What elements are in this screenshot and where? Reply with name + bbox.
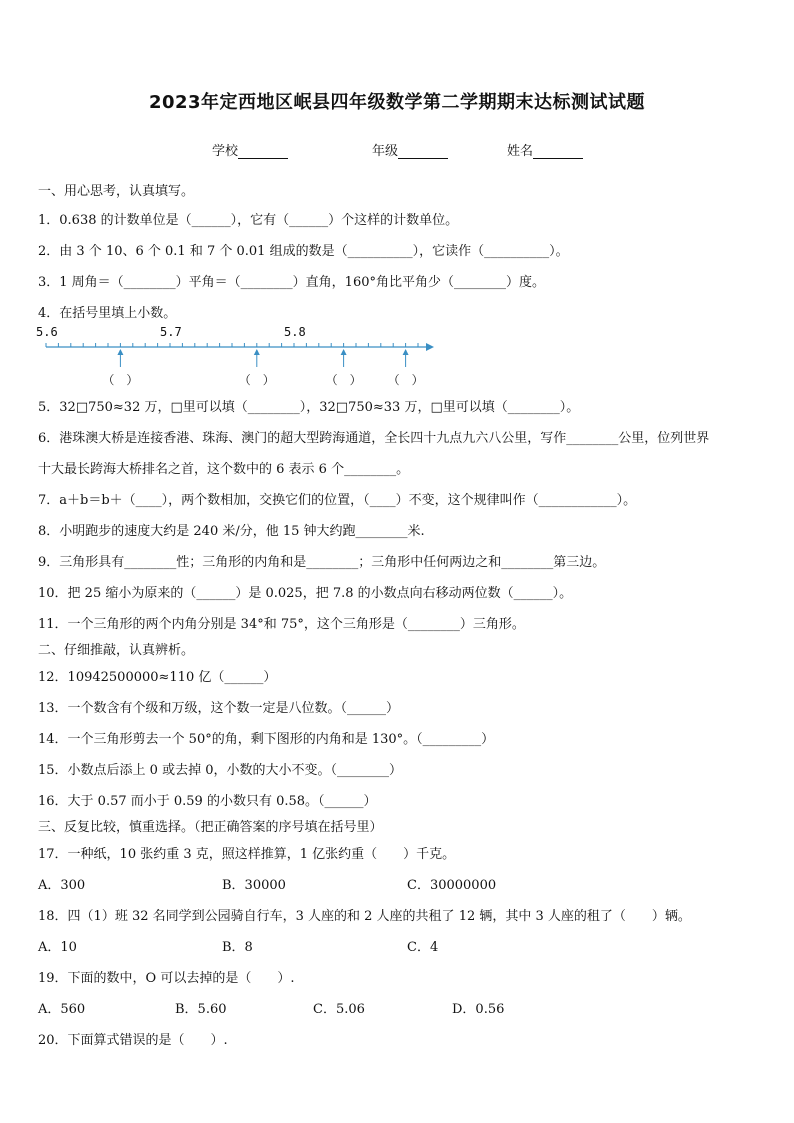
pointer-arrow (254, 349, 260, 367)
question-11: 11．一个三角形的两个内角分别是 34°和 75°，这个三角形是（________）三角形。 (38, 617, 525, 632)
option-19-a[interactable]: A．560 (38, 1002, 86, 1017)
option-17-b[interactable]: B．30000 (222, 878, 286, 893)
option-19-c[interactable]: C．5.06 (313, 1002, 365, 1017)
option-18-c[interactable]: C．4 (407, 940, 439, 955)
school-label: 学校 (212, 144, 239, 159)
question-9: 9．三角形具有________性；三角形的内角和是________；三角形中任何两边之和________第三边。 (38, 555, 606, 570)
question-20: 20．下面算式错误的是（ ）. (38, 1033, 228, 1048)
tick-label: 5.8 (284, 325, 306, 339)
number-line-arrows (117, 349, 408, 367)
option-18-a[interactable]: A．10 (38, 940, 77, 955)
question-18: 18．四（1）班 32 名同学到公园骑自行车，3 人座的和 2 人座的共租了 12 辆，其中 3 人座的租了（ ）辆。 (38, 909, 691, 924)
question-14: 14．一个三角形剪去一个 50°的角，剩下图形的内角和是 130°。（_________） (38, 732, 495, 747)
pointer-arrow (403, 349, 409, 367)
answer-bracket[interactable]: （ ） (102, 373, 139, 387)
tick-label: 5.6 (36, 325, 58, 339)
answer-bracket[interactable]: （ ） (325, 373, 362, 387)
answer-bracket[interactable]: （ ） (238, 373, 275, 387)
option-17-c[interactable]: C．30000000 (407, 878, 497, 893)
question-19: 19．下面的数中，O 可以去掉的是（ ）. (38, 971, 295, 986)
pointer-arrow (117, 349, 123, 367)
school-blank[interactable] (238, 158, 288, 159)
number-line (30, 322, 450, 392)
question-3: 3．1 周角＝（________）平角＝（________）直角，160°角比平角少（________）度。 (38, 275, 545, 290)
grade-field (372, 140, 448, 159)
question-16: 16．大于 0.57 而小于 0.59 的小数只有 0.58。（______） (38, 794, 377, 809)
question-10: 10．把 25 缩小为原来的（______）是 0.025，把 7.8 的小数点向右移动两位数（______）。 (38, 586, 573, 601)
tick-label: 5.7 (160, 325, 182, 339)
number-line-arrowhead (426, 343, 434, 351)
question-15: 15．小数点后添上 0 或去掉 0，小数的大小不变。（________） (38, 763, 402, 778)
question-5: 5．32□750≈32 万，□里可以填（________），32□750≈33 万，□里可以填（________）。 (38, 400, 580, 415)
section-2-heading: 二、仔细推敲，认真辨析。 (38, 643, 195, 658)
option-19-b[interactable]: B．5.60 (175, 1002, 227, 1017)
question-6-line-2: 十大最长跨海大桥排名之首，这个数中的 6 表示 6 个________。 (38, 462, 410, 477)
question-1: 1．0.638 的计数单位是（______），它有（______）个这样的计数单位。 (38, 213, 459, 228)
school-field (212, 140, 288, 159)
grade-blank[interactable] (398, 158, 448, 159)
question-13: 13．一个数含有个级和万级，这个数一定是八位数。（______） (38, 701, 400, 716)
number-line-ticks (46, 343, 418, 347)
name-label: 姓名 (507, 144, 534, 159)
question-12: 12．10942500000≈110 亿（______） (38, 670, 277, 685)
option-18-b[interactable]: B．8 (222, 940, 253, 955)
question-6-line-1: 6．港珠澳大桥是连接香港、珠海、澳门的超大型跨海通道，全长四十九点九六八公里，写作________公里，位列世界 (38, 431, 710, 446)
option-19-d[interactable]: D．0.56 (452, 1002, 505, 1017)
question-7: 7．a＋b＝b＋（____），两个数相加，交换它们的位置，（____）不变，这个规律叫作（____________）。 (38, 493, 637, 508)
name-field (507, 140, 583, 159)
answer-bracket[interactable]: （ ） (387, 373, 424, 387)
question-2: 2．由 3 个 10、6 个 0.1 和 7 个 0.01 组成的数是（__________），它读作（__________）。 (38, 244, 569, 259)
section-1-heading: 一、用心思考，认真填写。 (38, 184, 195, 199)
section-3-heading: 三、反复比较，慎重选择。（把正确答案的序号填在括号里） (38, 820, 383, 835)
question-17: 17．一种纸，10 张约重 3 克，照这样推算，1 亿张约重（ ）千克。 (38, 847, 456, 862)
pointer-arrow (341, 349, 347, 367)
option-17-a[interactable]: A．300 (38, 878, 86, 893)
question-8: 8．小明跑步的速度大约是 240 米/分，他 15 钟大约跑________米. (38, 524, 425, 539)
name-blank[interactable] (533, 158, 583, 159)
grade-label: 年级 (372, 144, 399, 159)
question-4: 4．在括号里填上小数。 (38, 306, 177, 321)
page-title: 2023年定西地区岷县四年级数学第二学期期末达标测试试题 (148, 92, 646, 113)
